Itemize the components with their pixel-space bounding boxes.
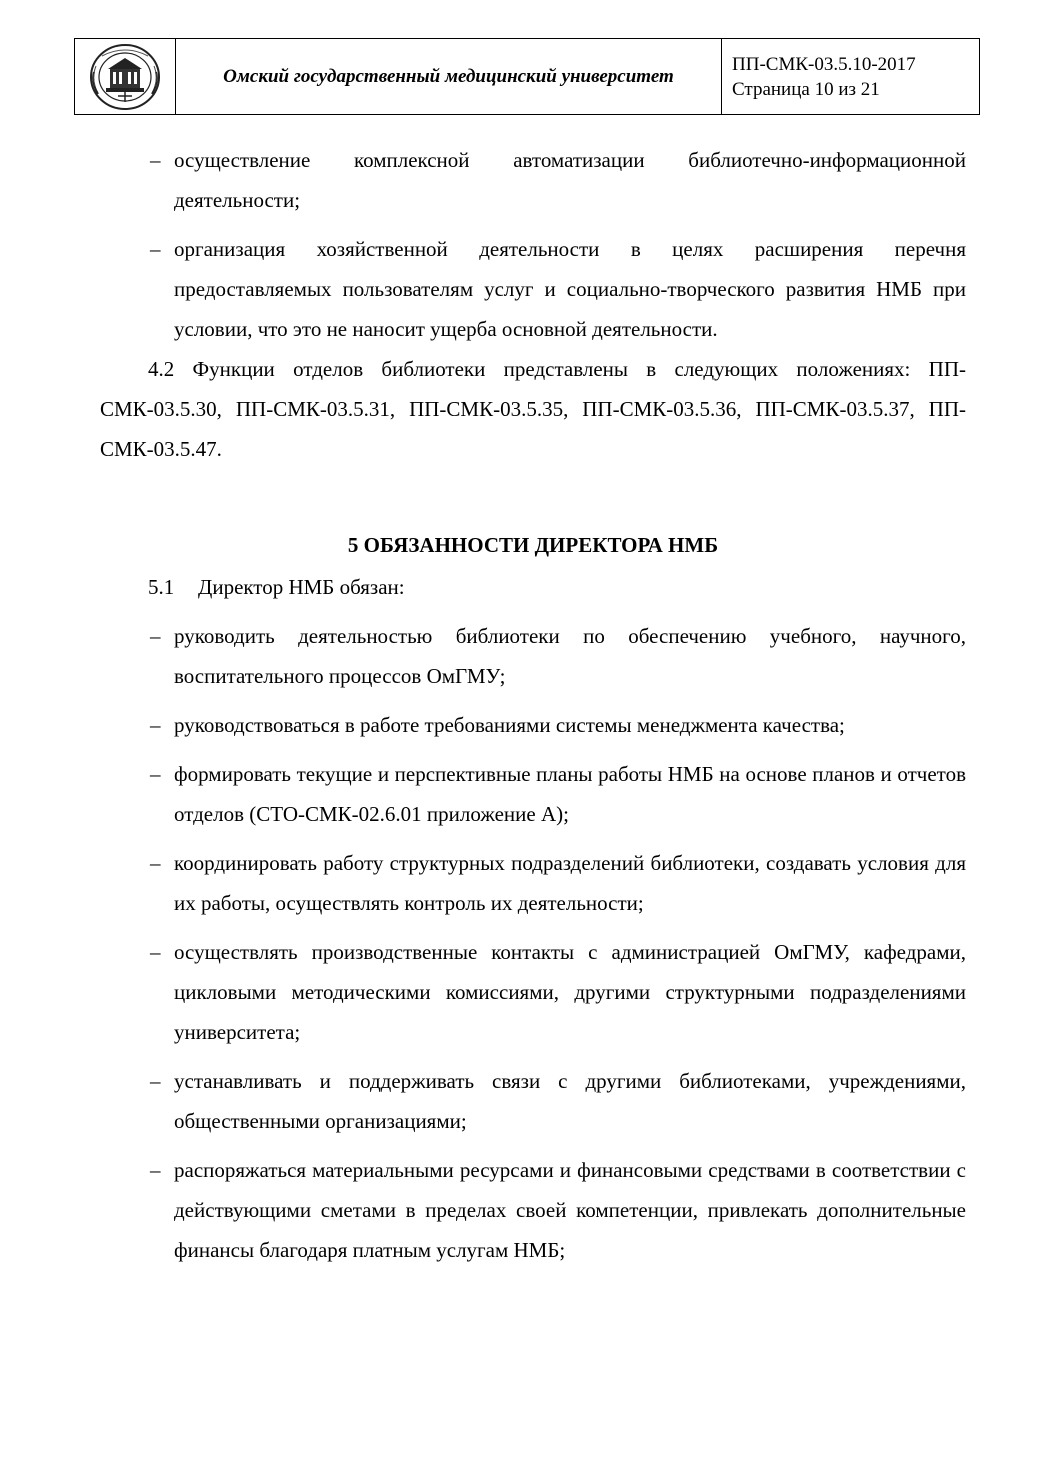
subsection-5-1 bbox=[100, 567, 966, 607]
list-item bbox=[100, 1061, 966, 1141]
list-item-text: распоряжаться материальными ресурсами и финансовыми средствами в соответствии с действующими сметами в пределах своей компетенции, привлекать дополнительные финансы благодаря платным услугам НМБ; bbox=[174, 1158, 966, 1262]
list-dash: – bbox=[150, 624, 161, 648]
university-seal-icon bbox=[88, 42, 162, 112]
subsection-text: Директор НМБ обязан: bbox=[198, 575, 405, 599]
list-dash: – bbox=[150, 148, 161, 172]
list-item-text: устанавливать и поддерживать связи с другими библиотеками, учреждениями, общественными организациями; bbox=[174, 1069, 966, 1133]
list-dash: – bbox=[150, 851, 161, 875]
paragraph-4-2: 4.2 Функции отделов библиотеки представлены в следующих положениях: ПП-СМК-03.5.30, ПП-СМК-03.5.31, ПП-СМК-03.5.35, ПП-СМК-03.5.36, ПП-СМК-03.5.37, ПП-СМК-03.5.47. bbox=[100, 357, 966, 461]
list-dash: – bbox=[150, 940, 161, 964]
list-item-text: организация хозяйственной деятельности в целях расширения перечня предоставляемых пользователям услуг и социально-творческого развития НМБ при условии, что это не наносит ущерба основной деятельности. bbox=[174, 237, 966, 341]
list-item-text: осуществление комплексной автоматизации библиотечно-информационной деятельности; bbox=[174, 148, 966, 212]
document-meta bbox=[722, 39, 979, 114]
list-item-text: осуществлять производственные контакты с администрацией ОмГМУ, кафедрами, цикловыми методическими комиссиями, другими структурными подразделениями университета; bbox=[174, 940, 966, 1044]
list-item-text: координировать работу структурных подразделений библиотеки, создавать условия для их работы, осуществлять контроль их деятельности; bbox=[174, 851, 966, 915]
list-item-text: руководствоваться в работе требованиями системы менеджмента качества; bbox=[174, 713, 845, 737]
institution-name: Омский государственный медицинский университет bbox=[176, 39, 722, 114]
list-item bbox=[100, 229, 966, 349]
list-dash: – bbox=[150, 762, 161, 786]
section-heading: 5 ОБЯЗАННОСТИ ДИРЕКТОРА НМБ bbox=[347, 533, 719, 557]
logo-cell bbox=[75, 39, 176, 114]
list-dash: – bbox=[150, 713, 161, 737]
list-dash: – bbox=[150, 1069, 161, 1093]
document-header bbox=[74, 38, 980, 115]
list-item-text: формировать текущие и перспективные планы работы НМБ на основе планов и отчетов отделов (СТО-СМК-02.6.01 приложение А); bbox=[174, 762, 966, 826]
list-item-text: руководить деятельностью библиотеки по обеспечению учебного, научного, воспитательного процессов ОмГМУ; bbox=[174, 624, 966, 688]
list-item bbox=[100, 932, 966, 1052]
list-item bbox=[100, 1150, 966, 1270]
document-code: ПП-СМК-03.5.10-2017 bbox=[732, 53, 916, 75]
list-item bbox=[100, 140, 966, 220]
list-item bbox=[100, 616, 966, 696]
list-dash: – bbox=[150, 1158, 161, 1182]
list-item bbox=[100, 705, 966, 745]
document-body bbox=[100, 140, 966, 1279]
page-number: Страница 10 из 21 bbox=[732, 78, 880, 100]
list-item bbox=[100, 754, 966, 834]
list-dash: – bbox=[150, 237, 161, 261]
subsection-number: 5.1 bbox=[148, 575, 175, 599]
list-item bbox=[100, 843, 966, 923]
